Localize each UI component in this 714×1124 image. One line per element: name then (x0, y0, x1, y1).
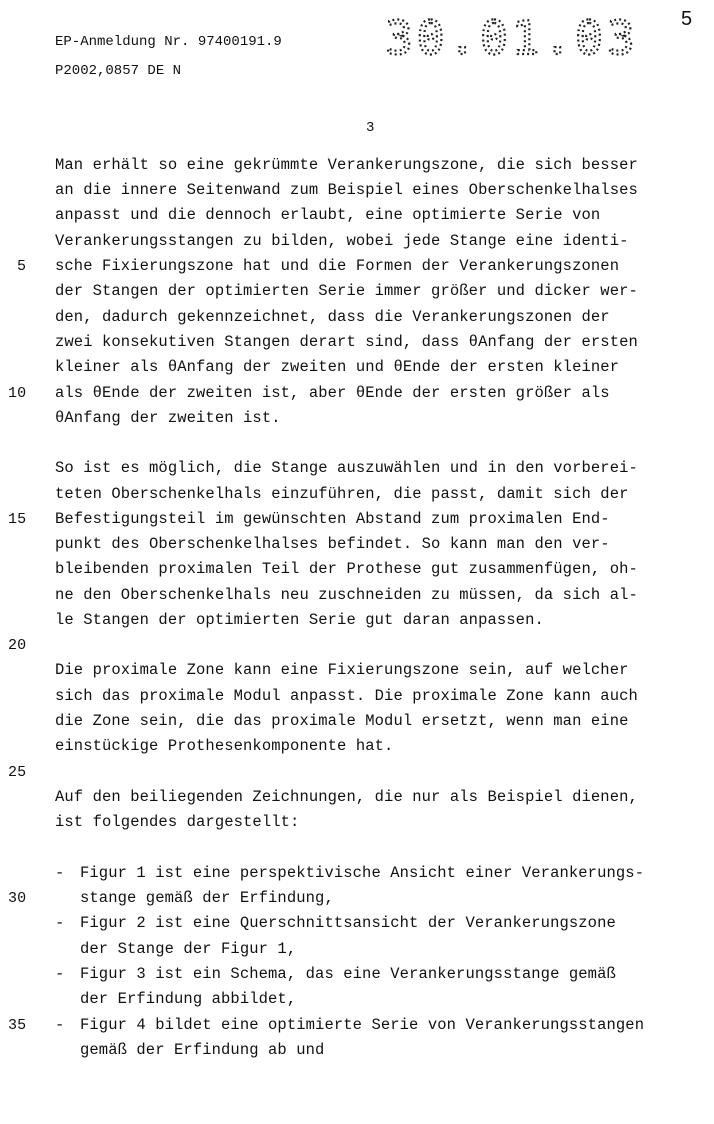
list-item: gemäß der Erfindung ab und (80, 1041, 325, 1059)
text-line: kleiner als θAnfang der zweiten und θEnde der ersten kleiner (55, 358, 620, 376)
text-line: sche Fixierungszone hat und die Formen der Verankerungszonen (55, 257, 620, 275)
line-number: 25 (8, 764, 27, 781)
line-number: 5 (17, 258, 27, 275)
text-line: Man erhält so eine gekrümmte Verankerungszone, die sich besser (55, 156, 638, 174)
line-number: 15 (8, 511, 27, 528)
page-number-corner: 5 (681, 8, 693, 30)
text-line: ne den Oberschenkelhals neu zuschneiden zu müssen, da sich al- (55, 586, 638, 604)
page-number-center: 3 (366, 120, 375, 136)
text-line: die Zone sein, die das proximale Modul ersetzt, wenn man eine (55, 712, 629, 730)
list-item: der Stange der Figur 1, (80, 940, 297, 958)
text-line: als θEnde der zweiten ist, aber θEnde der ersten größer als (55, 384, 610, 402)
text-line: den, dadurch gekennzeichnet, dass die Verankerungszonen der (55, 308, 610, 326)
list-item: Figur 2 ist eine Querschnittsansicht der Verankerungszone (80, 914, 616, 932)
text-line: Befestigungsteil im gewünschten Abstand zum proximalen End- (55, 510, 610, 528)
text-line: Verankerungsstangen zu bilden, wobei jede Stange eine identi- (55, 232, 629, 250)
text-line: anpasst und die dennoch erlaubt, eine optimierte Serie von (55, 206, 601, 224)
list-item: Figur 1 ist eine perspektivische Ansicht einer Verankerungs- (80, 864, 645, 882)
text-line: Auf den beiliegenden Zeichnungen, die nur als Beispiel dienen, (55, 788, 638, 806)
line-number: 35 (8, 1017, 27, 1034)
line-number: 20 (8, 637, 27, 654)
application-number: EP-Anmeldung Nr. 97400191.9 (55, 34, 282, 50)
bullet-dash: - (55, 864, 65, 882)
text-line: teten Oberschenkelhals einzuführen, die passt, damit sich der (55, 485, 629, 503)
bullet-dash: - (55, 1016, 65, 1034)
stamp-text: 30.01.03 (385, 11, 639, 65)
line-number: 30 (8, 890, 27, 907)
line-number: 10 (8, 385, 27, 402)
list-item: Figur 4 bildet eine optimierte Serie von Verankerungsstangen (80, 1016, 645, 1034)
reference-code: P2002,0857 DE N (55, 63, 182, 79)
text-line: sich das proximale Modul anpasst. Die proximale Zone kann auch (55, 687, 638, 705)
text-line: le Stangen der optimierten Serie gut daran anpassen. (55, 611, 544, 629)
list-item: Figur 3 ist ein Schema, das eine Verankerungsstange gemäß (80, 965, 616, 983)
list-item: stange gemäß der Erfindung, (80, 889, 334, 907)
bullet-dash: - (55, 914, 65, 932)
text-line: θAnfang der zweiten ist. (55, 409, 281, 427)
text-line: bleibenden proximalen Teil der Prothese gut zusammenfügen, oh- (55, 560, 638, 578)
text-line: an die innere Seitenwand zum Beispiel eines Oberschenkelhalses (55, 181, 638, 199)
text-line: einstückige Prothesenkomponente hat. (55, 737, 394, 755)
text-line: Die proximale Zone kann eine Fixierungszone sein, auf welcher (55, 661, 629, 679)
text-line: punkt des Oberschenkelhalses befindet. So kann man den ver- (55, 535, 610, 553)
text-line: zwei konsekutiven Stangen derart sind, dass θAnfang der ersten (55, 333, 638, 351)
list-item: der Erfindung abbildet, (80, 990, 297, 1008)
text-line: ist folgendes dargestellt: (55, 813, 300, 831)
date-stamp (383, 11, 639, 65)
text-line: der Stangen der optimierten Serie immer größer und dicker wer- (55, 282, 638, 300)
bullet-dash: - (55, 965, 65, 983)
text-line: So ist es möglich, die Stange auszuwählen und in den vorberei- (55, 459, 638, 477)
